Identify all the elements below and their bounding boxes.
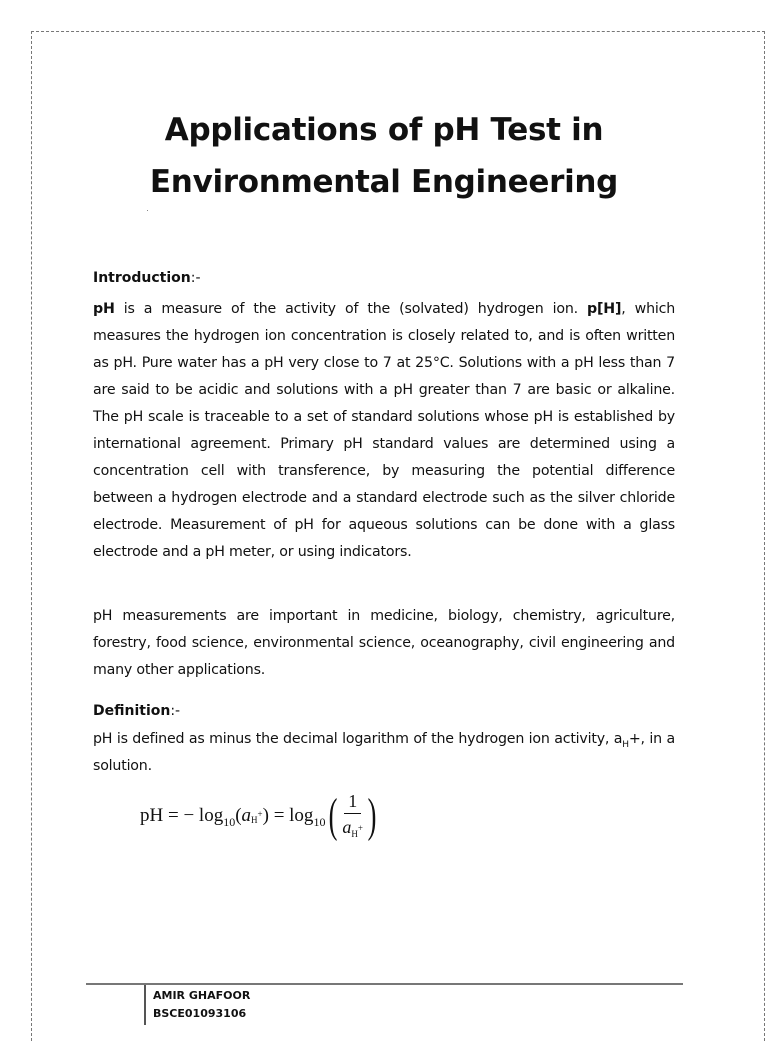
footer-vertical-rule xyxy=(144,985,146,1025)
formula-arg-close: ) xyxy=(262,805,269,826)
definition-text-a: pH is defined as minus the decimal logarithm of the hydrogen ion activity, a xyxy=(93,731,623,747)
formula-fraction xyxy=(342,789,363,843)
stray-dot xyxy=(147,210,148,211)
formula-a-sup: + xyxy=(257,809,263,819)
definition-heading-text: Definition xyxy=(93,703,171,719)
ph-bracket-term: p[H] xyxy=(587,301,622,317)
introduction-paragraph-2: pH measurements are important in medicine, biology, chemistry, agriculture, forestry, food science, environmental science, oceanography, civil engineering and many other applications. xyxy=(93,608,675,678)
definition-heading-suffix: :- xyxy=(170,703,181,719)
formula-arg-open: ( xyxy=(235,805,242,826)
formula-denominator xyxy=(342,814,363,843)
formula-eq2: = log xyxy=(268,805,314,826)
formula-a: a xyxy=(241,805,252,826)
formula-a-sub: H xyxy=(251,815,258,825)
footer-student-id: BSCE01093106 xyxy=(153,1007,247,1020)
introduction-paragraph-1 xyxy=(93,296,675,566)
title-line-1: Applications of pH Test in xyxy=(164,112,604,148)
intro-text-b: , which measures the hydrogen ion concentration is closely related to, and is often written as pH. Pure water has a pH very close to 7 at 25°C. Solutions with a pH less than 7 are said to be acidic and solutions with a pH greater than 7 are basic or alkaline. The pH scale is traceable to a set of standard solutions whose pH is established by international agreement. Primary pH standard values are determined using a concentration cell with transference, by measuring the potential difference between a hydrogen electrode and a standard electrode such as the silver chloride electrode. Measurement of pH for aqueous solutions can be done with a glass electrode and a pH meter, or using indicators. xyxy=(93,301,676,560)
definition-text-b: +, in a solution. xyxy=(93,731,675,774)
definition-paragraph xyxy=(93,726,675,780)
footer-rule xyxy=(86,983,683,985)
formula-den-sup: + xyxy=(357,823,363,833)
formula-numerator: 1 xyxy=(344,789,361,814)
formula-den-sub: H xyxy=(351,829,358,839)
ph-formula xyxy=(140,789,380,843)
document-title xyxy=(60,104,708,208)
definition-subscript: H xyxy=(622,739,629,750)
formula-big-paren-open: ( xyxy=(329,789,338,842)
formula-base1: 10 xyxy=(223,814,236,829)
title-line-2: Environmental Engineering xyxy=(149,164,619,200)
ph-term: pH xyxy=(93,301,115,317)
introduction-heading-suffix: :- xyxy=(190,270,201,286)
formula-den-a: a xyxy=(342,817,352,837)
introduction-heading-text: Introduction xyxy=(93,270,191,286)
formula-eq1: = − log xyxy=(163,805,224,826)
intro-text-a: is a measure of the activity of the (solvated) hydrogen ion. xyxy=(114,301,588,317)
formula-base2: 10 xyxy=(313,814,326,829)
footer-author-name: AMIR GHAFOOR xyxy=(153,989,251,1002)
formula-big-paren-close: ) xyxy=(367,789,377,842)
introduction-heading xyxy=(93,269,201,287)
definition-heading xyxy=(93,702,180,720)
formula-lhs: pH xyxy=(140,805,164,826)
